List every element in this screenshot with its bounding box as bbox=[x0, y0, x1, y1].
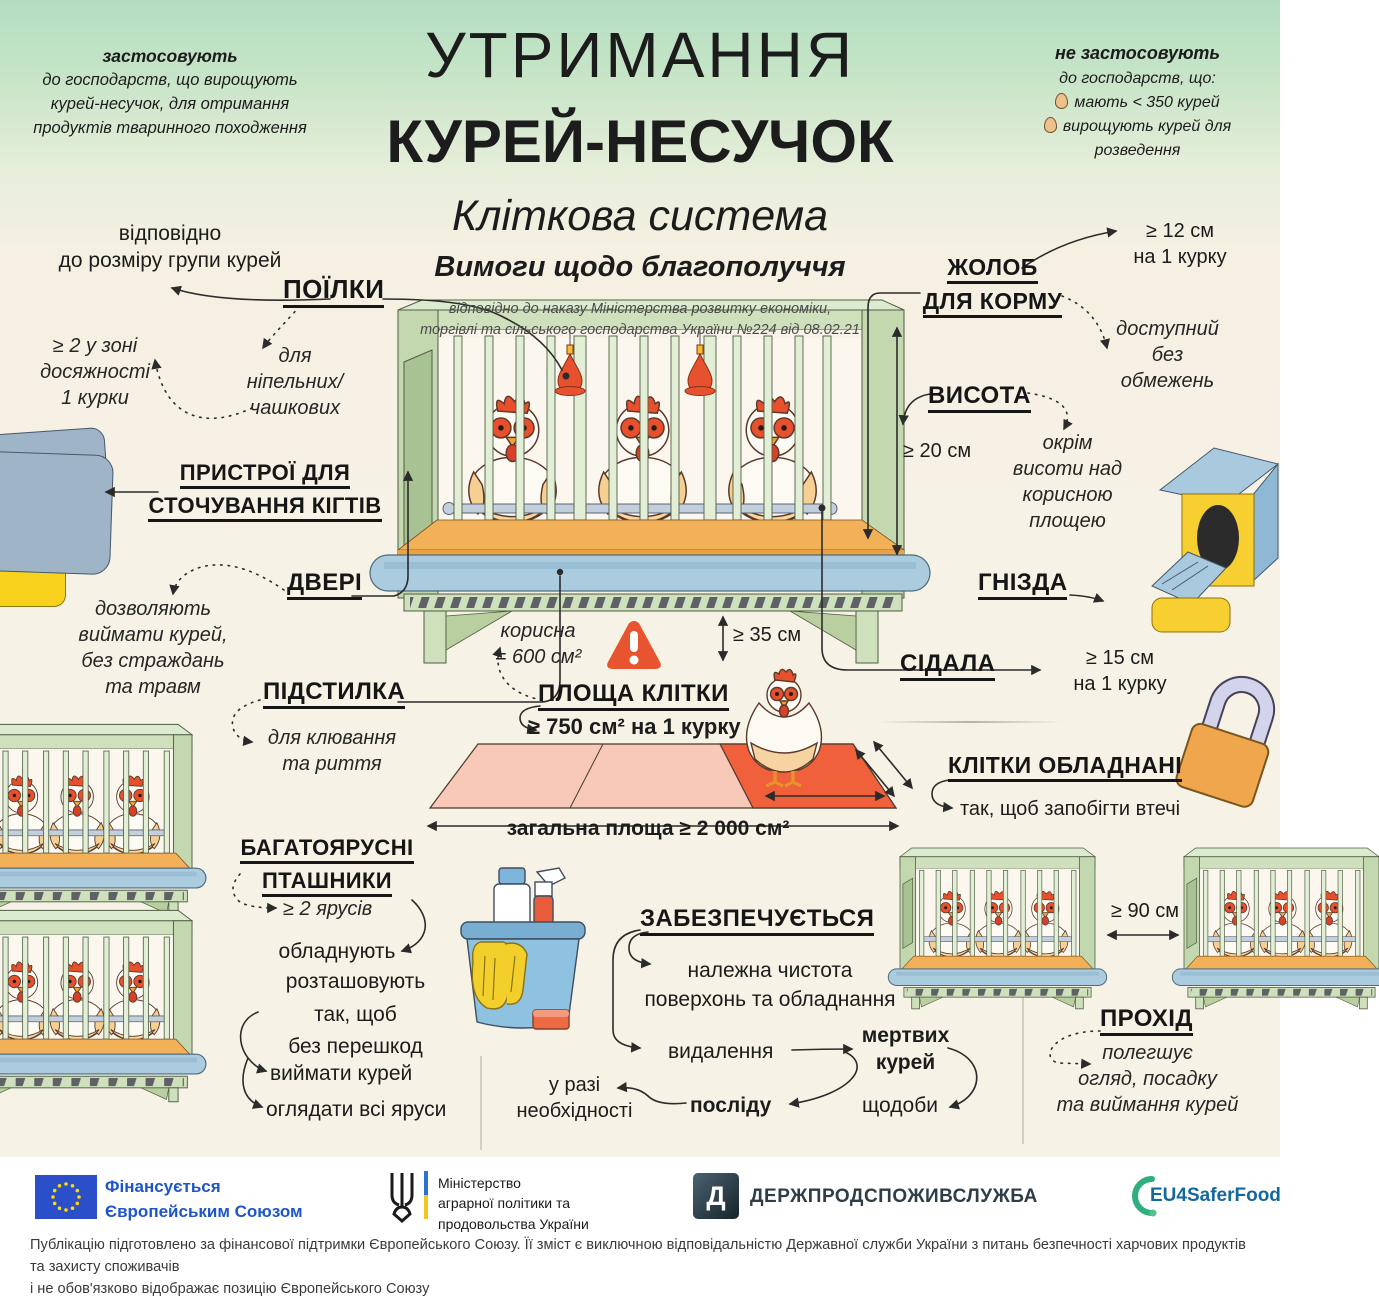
connector-nests bbox=[1070, 595, 1103, 601]
height-value: ≥ 20 см bbox=[903, 440, 972, 462]
cleaning-supplies-illustration bbox=[447, 860, 599, 1060]
doors-note: дозволяють виймати курей, без страждань та травм bbox=[78, 598, 228, 698]
applies-line: до господарств, що вирощують bbox=[42, 71, 298, 90]
connector-equipped-note bbox=[932, 780, 952, 808]
label-nests: ГНІЗДА bbox=[978, 567, 1067, 599]
connector-multi-inspect bbox=[243, 1058, 262, 1107]
ensured-incase: у разі необхідності bbox=[516, 1074, 633, 1122]
dpss-text: ДЕРЖПРОДСПОЖИВСЛУЖБА bbox=[750, 1186, 1038, 1207]
title-line1: УТРИМАННЯ bbox=[424, 19, 856, 91]
drinkers-type-note: для ніпельних/ чашкових bbox=[246, 345, 344, 419]
dpss-logo-icon: Д bbox=[693, 1173, 739, 1219]
subtitle-requirements: Вимоги щодо благополуччя bbox=[434, 251, 846, 284]
litter-note: для клювання та риття bbox=[267, 727, 397, 775]
ensured-clean: належна чистота поверхонь та обладнання bbox=[644, 959, 896, 1012]
not-applies-item: вирощують курей для розведення bbox=[1000, 115, 1275, 163]
multitier-remove: виймати курей bbox=[270, 1062, 413, 1085]
multitier-arrange: розташовують так, щоб без перешкод bbox=[285, 970, 426, 1059]
ensured-daily: щодоби bbox=[862, 1094, 938, 1117]
claw-device-front-block bbox=[0, 451, 114, 576]
order-line1: відповідно до наказу Міністерства розвитку економіки, bbox=[448, 300, 832, 317]
label-cage-area: ПЛОЩА КЛІТКИ bbox=[538, 678, 729, 710]
aisle-note: полегшує огляд, посадку та виймання курей bbox=[1056, 1042, 1239, 1116]
label-height: ВИСОТА bbox=[928, 380, 1031, 412]
drinkers-zone-note: ≥ 2 у зоні досяжності 1 курки bbox=[40, 335, 150, 409]
label-drinkers: ПОЇЛКИ bbox=[283, 272, 384, 307]
standing-chicken-illustration bbox=[733, 665, 833, 795]
eu4saferfood-text: EU4SaferFood bbox=[1150, 1185, 1281, 1206]
feeder-per-hen: ≥ 12 см на 1 курку bbox=[1133, 220, 1227, 268]
divider-horizontal bbox=[877, 721, 1062, 723]
connector-height-note bbox=[1028, 393, 1067, 429]
applies-line: курей-несучок, для отримання bbox=[50, 95, 290, 114]
footer bbox=[0, 1157, 1281, 1297]
ministry-flag-bar bbox=[424, 1171, 428, 1219]
ensured-manure: посліду bbox=[690, 1094, 772, 1117]
group-size-note: відповідно до розміру групи курей bbox=[58, 222, 282, 273]
ministry-text: Міністерство аграрної політики та продовольства України bbox=[438, 1175, 589, 1232]
aisle-cage-right bbox=[1184, 841, 1379, 1009]
label-claw-devices: ПРИСТРОЇ ДЛЯ СТОЧУВАННЯ КІГТІВ bbox=[140, 458, 390, 520]
connector-doors-note bbox=[173, 565, 284, 594]
label-feed-trough: ЖОЛОБ ДЛЯ КОРМУ bbox=[915, 252, 1070, 317]
main-title bbox=[340, 14, 940, 341]
trident-icon bbox=[385, 1169, 419, 1223]
multitier-cage-tier1 bbox=[0, 716, 192, 916]
multitier-tiers: ≥ 2 ярусів bbox=[283, 898, 373, 920]
cage-area-per-hen: ≥ 750 см² на 1 курку bbox=[528, 714, 741, 739]
aisle-cage-left bbox=[900, 841, 1095, 1009]
order-reference bbox=[340, 299, 940, 341]
title-line2: КУРЕЙ-НЕСУЧОК bbox=[386, 108, 894, 176]
footer-disclaimer: Публікацію підготовлено за фінансової підтримки Європейського Союзу. Її зміст є виключною відповідальністю Державної служби України з питань безпечності харчових продуктів та захисту споживачів і не обов'язково відображає позицію Європейського Союзу bbox=[30, 1237, 1246, 1297]
applies-title: застосовують bbox=[102, 46, 238, 66]
applies-line: продуктів тваринного походження bbox=[33, 119, 307, 138]
divider-vertical-left bbox=[480, 1056, 482, 1150]
padlock-icon bbox=[1175, 662, 1290, 817]
connector-removal-dead bbox=[792, 1049, 852, 1050]
multitier-cage-tier2 bbox=[0, 902, 192, 1102]
ensured-dead: мертвих курей bbox=[861, 1024, 950, 1075]
ensured-removal: видалення bbox=[668, 1040, 774, 1063]
equipped-note: так, щоб запобігти втечі bbox=[960, 798, 1181, 820]
height-note: окрім висоти над корисною площею bbox=[1012, 432, 1123, 532]
label-cages-equipped: КЛІТКИ ОБЛАДНАНІ bbox=[948, 750, 1182, 781]
multitier-equip: обладнують bbox=[278, 940, 396, 963]
not-applies-sub: до господарств, що: bbox=[1059, 70, 1216, 87]
not-applies-item: мають < 350 курей bbox=[1000, 91, 1275, 115]
nest-box-illustration bbox=[1152, 438, 1282, 638]
useful-area-note: корисна = 600 см² bbox=[494, 620, 582, 668]
connector-drinkers-type bbox=[263, 306, 300, 348]
not-applies-title: не застосовують bbox=[1054, 43, 1221, 63]
label-multitier: БАГАТОЯРУСНІ ПТАШНИКИ bbox=[238, 833, 416, 895]
divider-vertical-right bbox=[1022, 992, 1024, 1144]
total-area: загальна площа ≥ 2 000 см² bbox=[506, 817, 790, 840]
claw-device-illustration bbox=[0, 425, 128, 615]
feeder-access-note: доступний без обмежень bbox=[1116, 318, 1219, 392]
not-applies-block bbox=[1000, 40, 1275, 163]
connector-removal-manure bbox=[790, 1052, 857, 1104]
egg-icon bbox=[1055, 93, 1068, 109]
connector-multi-equip bbox=[402, 900, 425, 951]
label-perches: СІДАЛА bbox=[900, 648, 995, 680]
aisle-gap-value: ≥ 90 см bbox=[1110, 900, 1180, 922]
label-ensured: ЗАБЕЗПЕЧУЄТЬСЯ bbox=[640, 903, 874, 935]
eu-flag-icon bbox=[35, 1175, 97, 1219]
h35-value: ≥ 35 см bbox=[733, 624, 802, 646]
order-line2: торгівлі та сільського господарства України №224 від 08.02.21 bbox=[420, 321, 860, 338]
label-aisle: ПРОХІД bbox=[1100, 1003, 1193, 1035]
label-doors: ДВЕРІ bbox=[287, 567, 362, 599]
perches-per-hen: ≥ 15 см на 1 курку bbox=[1073, 647, 1167, 695]
subtitle-system: Кліткова система bbox=[451, 192, 829, 241]
egg-icon bbox=[1044, 117, 1057, 133]
main-cage-illustration bbox=[370, 296, 930, 670]
multitier-inspect: оглядати всі яруси bbox=[266, 1098, 447, 1121]
warning-icon bbox=[603, 616, 665, 676]
label-litter: ПІДСТИЛКА bbox=[263, 676, 405, 708]
eu-funding-text: Фінансується Європейським Союзом bbox=[105, 1177, 303, 1221]
applies-block bbox=[30, 44, 310, 141]
